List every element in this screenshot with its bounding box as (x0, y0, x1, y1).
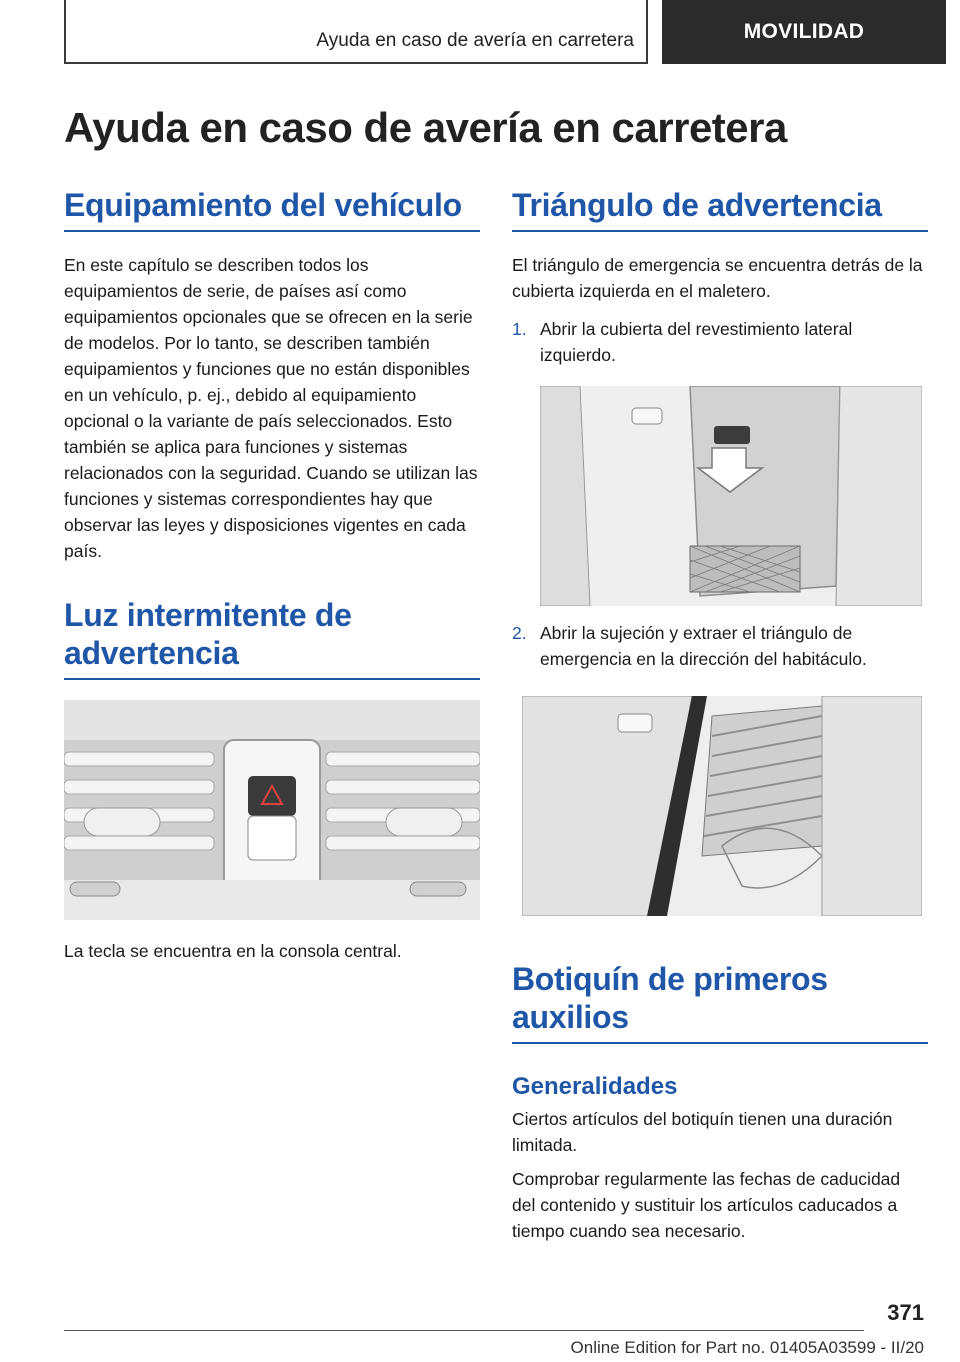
figure-hazard-button (64, 700, 480, 920)
paragraph-general-2: Comprobar regularmente las fechas de caducidad del contenido y sustituir los artículos caducados a tiempo cuando sea necesario. (512, 1169, 901, 1241)
heading-general: Generalidades (512, 1073, 678, 1100)
heading-first-aid-kit: Botiquín de primeros auxilios (512, 960, 928, 1044)
right-column (512, 186, 928, 1244)
header-section-title: Ayuda en caso de avería en carretera (316, 30, 634, 51)
open-cover-illustration (540, 386, 922, 606)
remove-triangle-illustration (522, 696, 922, 916)
heading-hazard-lights: Luz intermitente de advertencia (64, 596, 480, 680)
step-1-number: 1. (512, 319, 527, 339)
paragraph-warning-triangle: El triángulo de emergencia se encuentra detrás de la cubierta izquierda en el maletero. (512, 255, 923, 301)
page-title: Ayuda en caso de avería en carretera (64, 104, 787, 151)
step-2-text: Abrir la sujeción y extraer el triángulo de emergencia en la dirección del habitáculo. (540, 623, 867, 669)
figure-open-cover (540, 386, 922, 606)
figure-remove-triangle (522, 696, 922, 916)
header-box (64, 0, 648, 64)
footer-divider (64, 1330, 864, 1331)
paragraph-vehicle-equipment: En este capítulo se describen todos los equipamientos de serie, de países así como equipamientos opcionales que se ofrecen en la serie de modelos. Por lo tanto, se describen también equipamientos y funciones que no están disponibles en un vehículo, p. ej., debido al equipamiento opcional o la variante de país seleccionados. Esto también se aplica para funciones y sistemas relacionados con la seguridad. Cuando se utilizan las funciones y sistemas correspondientes hay que observar las leyes y disposiciones vigentes en cada país. (64, 255, 478, 561)
heading-warning-triangle: Triángulo de advertencia (512, 186, 928, 232)
paragraph-general-1: Ciertos artículos del botiquín tienen una duración limitada. (512, 1109, 893, 1155)
footer-edition: Online Edition for Part no. 01405A03599 - II/20 (570, 1338, 924, 1357)
step-1-text: Abrir la cubierta del revestimiento lateral izquierdo. (540, 319, 853, 365)
step-2-number: 2. (512, 623, 527, 643)
header-chapter-tag: MOVILIDAD (662, 0, 946, 64)
step-1 (512, 316, 928, 368)
left-column (64, 186, 480, 964)
hazard-button-illustration (64, 700, 480, 920)
paragraph-hazard-location: La tecla se encuentra en la consola central. (64, 941, 402, 961)
heading-vehicle-equipment: Equipamiento del vehículo (64, 186, 480, 232)
page-number: 371 (887, 1300, 924, 1325)
step-2 (512, 620, 928, 672)
